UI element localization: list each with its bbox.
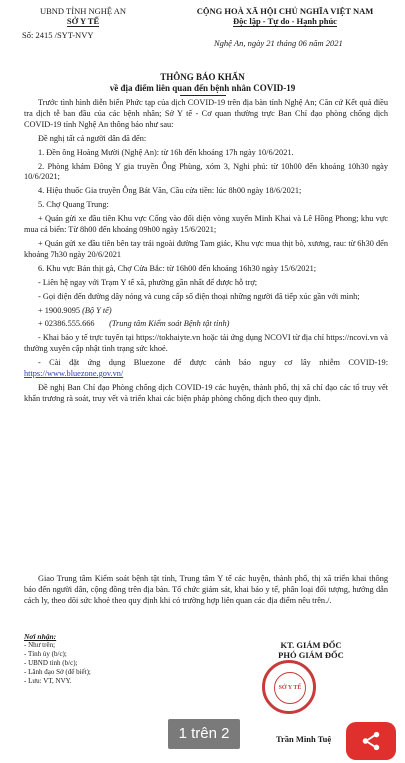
recipients-list [24, 632, 91, 686]
location-item-5b: + Quán gửi xe đầu tiên bên tay trái ngoài đường Tam giác, Khu vực mua thịt bò, xương, rau: từ 6h30 đến khoảng 7h30 ngày 20/6/2021 [24, 238, 388, 259]
hotline-2-number: + 02386.555.666 [38, 319, 95, 329]
title-sub: về địa điểm liên quan đến bệnh nhân COVID-19 [109, 83, 296, 93]
location-item-2: 2. Phòng khám Đông Y gia truyền Ông Phùng, xóm 3, Nghi phú: từ 10h00 đến khoảng 10h30 ngày 10/6/2021; [24, 161, 388, 182]
action-declare: - Khai báo y tế trực tuyến tại https://tokhaiyte.vn hoặc tải ứng dụng NCOVI từ địa chỉ https://ncovi.vn và thường xuyên cập nhật tình trạng sức khoẻ. [24, 333, 388, 354]
signature-block [246, 640, 376, 660]
assignment-paragraph: Giao Trung tâm Kiểm soát bệnh tật tỉnh, Trung tâm Y tế các huyện, thành phố, thị xã triển khai thông báo đến người dân, cộng đồng trên địa bàn. Tổ chức giám sát, khai báo y tế, phân loại đối tượng, hướng dẫn cách ly, theo dõi sức khoẻ theo quy định khi có trường hợp liên quan các địa điểm nêu trên./. [24, 574, 388, 605]
national-motto [170, 6, 400, 27]
recipient-item: - Như trên; [24, 641, 56, 649]
share-icon [360, 730, 382, 752]
location-item-5: 5. Chợ Quang Trung: [38, 200, 109, 210]
document-body [24, 98, 388, 408]
location-item-5a: + Quán gửi xe đầu tiên Khu vực Cổng vào đối diện vòng xuyến Minh Khai và Lê Hồng Phong; khu vực mua cá biển: Từ 8h00 đến khoảng 09h00 ngày 15/6/2021; [24, 214, 388, 235]
action-bluezone [24, 358, 388, 380]
action-hotline: - Gọi điện đến đường dây nóng và cung cấp số điện thoại những người đã tiếp xúc gần với mình; [38, 291, 360, 301]
bluezone-text: - Cài đặt ứng dụng Bluezone để được cảnh báo nguy cơ lây nhiễm COVID-19: [38, 358, 388, 368]
stamp-center: SỞ Y TẾ [274, 672, 306, 704]
request-authorities: Đề nghị Ban Chỉ đạo Phòng chống dịch COVID-19 các huyện, thành phố, thị xã chỉ đạo các tổ truy vết khẩn trương rà soát, truy vết và triển khai các biện pháp phòng chống dịch theo quy định. [24, 382, 388, 403]
location-item-4: 4. Hiệu thuốc Gia truyền Ông Bát Văn, Cầu cửa tiền: lúc 8h00 ngày 18/6/2021; [38, 186, 302, 196]
share-button[interactable] [346, 722, 396, 760]
issuing-organization [8, 6, 158, 27]
hotline-1 [24, 306, 388, 317]
official-stamp [262, 660, 316, 714]
intro-paragraph: Trước tình hình diễn biến Phức tạp của dịch COVID-19 trên địa bàn tỉnh Nghệ An; Căn cứ Kết quả điều tra dịch tễ ban đầu của các bệnh nhân; Sở Y tế - Cơ quan thường trực Ban Chỉ đạo phòng chống dịch COVID-19 tỉnh Nghệ An thông báo như sau: [24, 98, 388, 129]
request-line: Đề nghị tất cả người dân đã đến: [38, 133, 147, 143]
title-main: THÔNG BÁO KHẨN [160, 72, 245, 82]
org-province: UBND TỈNH NGHỆ AN [39, 6, 127, 16]
hotline-1-number: + 1900.9095 [38, 305, 81, 315]
signature-position: PHÓ GIÁM ĐỐC [278, 650, 344, 660]
hotline-2 [24, 319, 388, 330]
signature-title: KT. GIÁM ĐỐC [280, 640, 342, 650]
page-indicator: 1 trên 2 [168, 719, 240, 749]
nation-name: CỘNG HOÀ XÃ HỘI CHỦ NGHĨA VIỆT NAM [196, 6, 374, 16]
signer-name: Trần Minh Tuệ [276, 734, 332, 744]
nation-motto: Độc lập - Tự do - Hạnh phúc [233, 16, 337, 26]
document-number: Số: 2415 /SYT-NVY [22, 30, 94, 40]
location-item-6: 6. Khu vực Bán thịt gà, Chợ Cửa Bắc: từ 16h00 đến khoảng 16h30 ngày 15/6/2021; [38, 263, 317, 273]
bluezone-link[interactable]: https://www.bluezone.gov.vn/ [24, 369, 124, 379]
hotline-2-note: (Trung tâm Kiểm soát Bệnh tật tỉnh) [109, 319, 230, 329]
title-underline [180, 95, 226, 96]
document-title [0, 72, 405, 96]
org-department: SỞ Y TẾ [66, 16, 100, 26]
location-item-1: 1. Đền ông Hoàng Mười (Nghệ An): từ 16h đến khoảng 17h ngày 10/6/2021. [38, 147, 294, 157]
recipient-item: - UBND tỉnh (b/c); [24, 659, 78, 667]
recipient-item: - Lưu: VT, NVY. [24, 677, 72, 685]
recipients-heading: Nơi nhận: [24, 632, 57, 641]
recipient-item: - Lãnh đạo Sở (để biết); [24, 668, 91, 676]
document-date: Nghệ An, ngày 21 tháng 06 năm 2021 [214, 38, 343, 48]
hotline-1-note: (Bộ Y tế) [82, 305, 112, 315]
action-contact: - Liên hệ ngay với Trạm Y tế xã, phường gần nhất để được hỗ trợ; [38, 277, 258, 287]
recipient-item: - Tỉnh ủy (b/c); [24, 650, 67, 658]
